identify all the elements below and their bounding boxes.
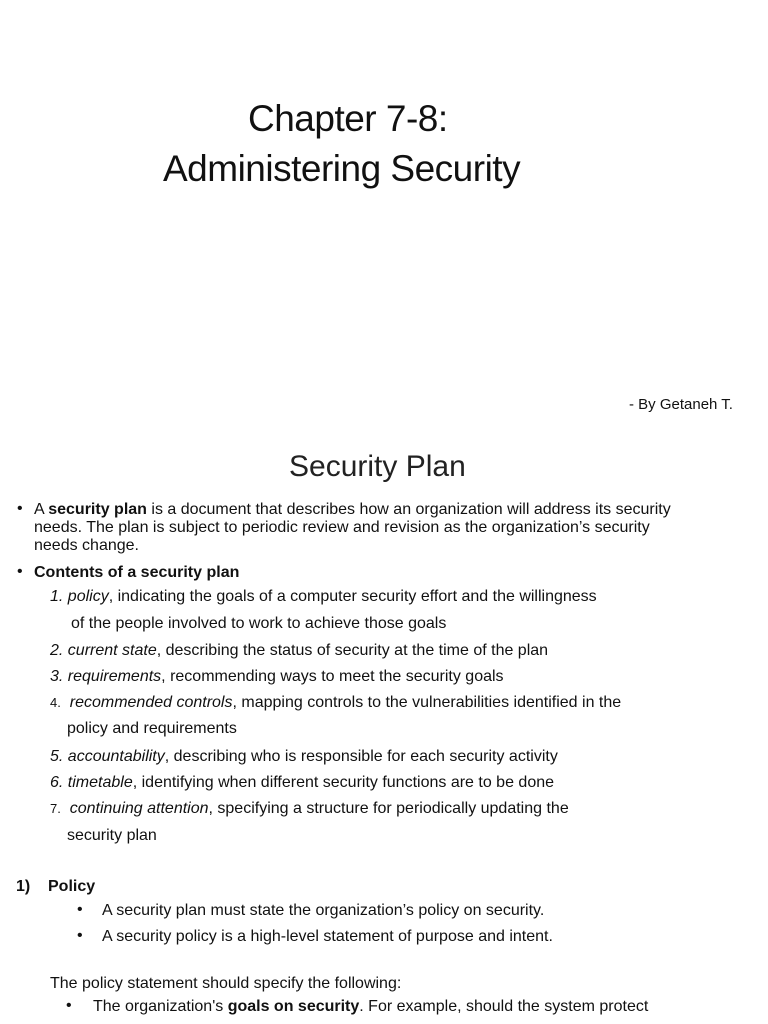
section-number: 1): [16, 878, 31, 895]
intro-bold: security plan: [48, 501, 147, 518]
item-text: , specifying a structure for periodically updating the: [208, 800, 569, 817]
item-term: accountability: [67, 748, 165, 765]
bullet-icon: •: [17, 500, 23, 517]
plan-item-continuation: security plan: [67, 827, 157, 844]
plan-item: [50, 642, 548, 660]
plan-item: [50, 694, 621, 712]
intro-rest: is a document that describes how an organization will address its security: [146, 501, 671, 518]
item-number: 3.: [50, 668, 64, 685]
item-text: , describing the status of security at the time of the plan: [156, 642, 549, 659]
intro-line-1: [34, 501, 671, 519]
item-text: , identifying when different security functions are to be done: [132, 774, 555, 791]
item-number: 7.: [50, 801, 61, 816]
item-number: 5.: [50, 748, 64, 765]
item-number: 6.: [50, 774, 64, 791]
slide-heading: Security Plan: [289, 450, 466, 483]
chapter-subtitle: Administering Security: [163, 148, 521, 189]
item-term: recommended controls: [69, 694, 233, 711]
plan-item-continuation: of the people involved to work to achieve those goals: [71, 615, 447, 632]
plan-item: [50, 668, 504, 686]
item-text: , describing who is responsible for each security activity: [164, 748, 558, 765]
intro-line-3: needs change.: [34, 537, 139, 554]
item-number: 1.: [50, 588, 64, 605]
plan-item: [50, 748, 558, 766]
bullet-icon: •: [77, 927, 83, 944]
item-term: timetable: [67, 774, 133, 791]
plan-item: [50, 774, 554, 792]
plan-item: [50, 588, 597, 606]
chapter-title: Chapter 7-8:: [248, 98, 448, 139]
item-number: 4.: [50, 695, 61, 710]
item-term: requirements: [67, 668, 162, 685]
section-heading: Policy: [48, 878, 96, 895]
bullet-icon: •: [77, 901, 83, 918]
item-text: , recommending ways to meet the security goals: [161, 668, 504, 685]
contents-heading: Contents of a security plan: [34, 564, 240, 581]
item-term: current state: [67, 642, 157, 659]
plan-item: [50, 800, 569, 818]
bullet-icon: •: [17, 563, 23, 580]
item-number: 2.: [50, 642, 64, 659]
goals-bullet: The organization's goals on security. For example, should the system protect: [93, 998, 649, 1015]
item-text: , indicating the goals of a computer security effort and the willingness: [108, 588, 597, 605]
plan-item-continuation: policy and requirements: [67, 720, 237, 737]
intro-pre: A: [34, 501, 49, 518]
intro-line-2: needs. The plan is subject to periodic review and revision as the organization’s security: [34, 519, 650, 536]
bullet-icon: •: [66, 997, 72, 1014]
author-line: - By Getaneh T.: [629, 396, 733, 413]
policy-bullet: A security plan must state the organization’s policy on security.: [102, 902, 545, 919]
policy-statement: The policy statement should specify the following:: [50, 975, 402, 992]
item-term: continuing attention: [69, 800, 209, 817]
item-term: policy: [67, 588, 109, 605]
policy-bullet: A security policy is a high-level statement of purpose and intent.: [102, 928, 553, 945]
item-text: , mapping controls to the vulnerabilities identified in the: [232, 694, 622, 711]
